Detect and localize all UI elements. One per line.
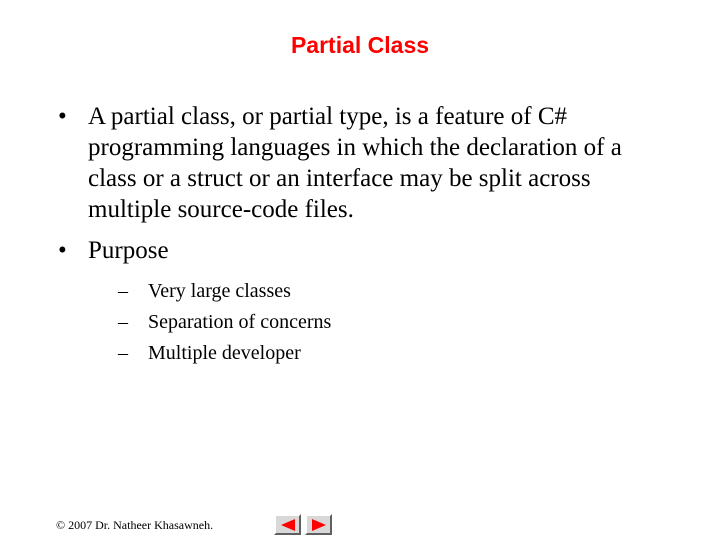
sub-bullet-item xyxy=(118,338,648,369)
sub-bullet-text: Multiple developer xyxy=(148,342,301,364)
triangle-left-icon xyxy=(279,518,297,532)
sub-bullet-item xyxy=(118,276,648,307)
sub-bullet-list xyxy=(118,276,648,369)
sub-bullet-text: Very large classes xyxy=(148,280,291,302)
bullet-text: Purpose xyxy=(88,237,169,264)
bullet-mark: • xyxy=(58,237,67,264)
bullet-item xyxy=(58,101,648,225)
bullet-list xyxy=(58,101,648,369)
slide-title: Partial Class xyxy=(290,32,430,58)
sub-bullet-text: Separation of concerns xyxy=(148,311,332,333)
bullet-text: A partial class, or partial type, is a feature of C# programming languages in which the declaration of a class or a struct or an interface may be split across multiple source-code files. xyxy=(88,103,622,223)
sub-bullet-mark: – xyxy=(118,311,128,333)
previous-slide-button[interactable] xyxy=(274,514,301,535)
bullet-mark: • xyxy=(58,103,67,130)
triangle-right-icon xyxy=(310,518,328,532)
footer-copyright: © 2007 Dr. Natheer Khasawneh. xyxy=(56,518,214,532)
slide-navigation xyxy=(274,514,332,535)
next-slide-button[interactable] xyxy=(305,514,332,535)
sub-bullet-mark: – xyxy=(118,342,128,364)
sub-bullet-mark: – xyxy=(118,280,128,302)
bullet-item xyxy=(58,235,648,266)
sub-bullet-item xyxy=(118,307,648,338)
